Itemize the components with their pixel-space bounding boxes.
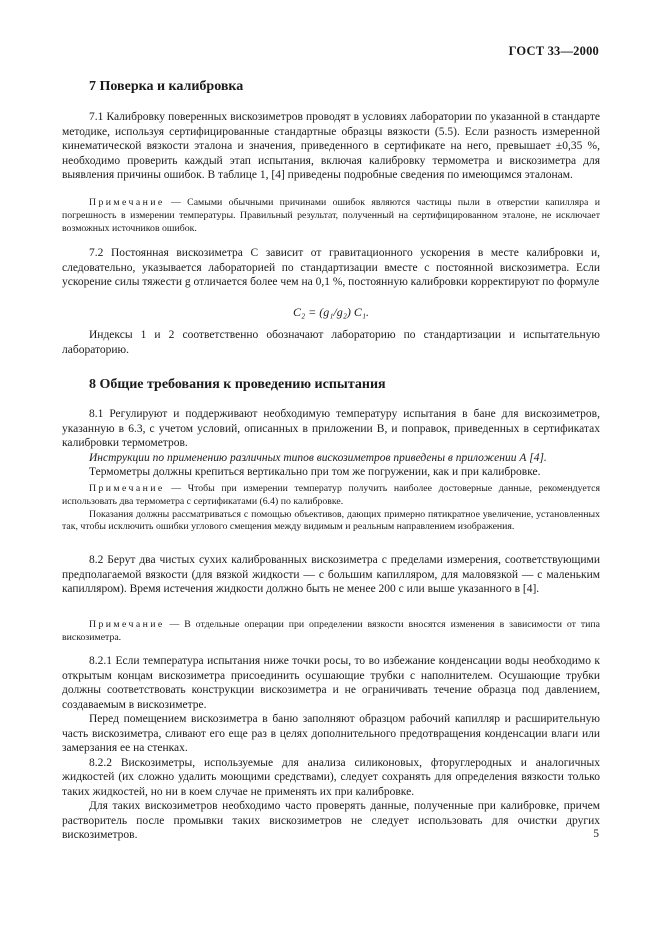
section-7-heading: 7 Поверка и калибровка (89, 79, 244, 94)
note-1 (62, 197, 600, 235)
standard-header: ГОСТ 33—2000 (508, 44, 599, 58)
paragraph-7-1: 7.1 Калибровку поверенных вискозиметров проводят в условиях лаборатории по указанной в стандарте методике, используя сертифицированные стандартные образцы вязкости (5.5). Если разность измеренной кинематической вязкости эталона и значения, приведенного в сертификате на него, превышает ±0,35 %, необходимо проверить каждый этап испытания, включая калибровку термометра и вискозиметра для выявления причины ошибок. В таблице 1, [4] приведены подробные сведения по имеющимся эталонам. (62, 111, 600, 181)
formula-block (62, 305, 600, 320)
paragraph-8-2-2-continuation: Для таких вискозиметров необходимо часто проверять данные, полученные при калибровке, причем растворитель после промывки таких вискозиметров не следует использовать для очистки других вискозиметров. (62, 800, 600, 841)
note-2-continuation: Показания должны рассматриваться с помощью объективов, дающих примерно пятикратное увеличение, установленных так, чтобы исключить ошибки углового смещения между видимым и реальным направлением изображения. (62, 508, 600, 533)
paragraph-8-2-1: 8.2.1 Если температура испытания ниже точки росы, то во избежание конденсации воды необходимо к открытым концам вискозиметра присоединить осушающие трубки с наполнителем. Осушающие трубки должны соответствовать конструкции вискозиметра и не ограничивать течение образца под давлением, создаваемым в вискозиметре. (62, 655, 600, 711)
section-8-2 (62, 553, 600, 597)
note-3 (62, 619, 600, 645)
paragraph-8-1: 8.1 Регулируют и поддерживают необходимую температуру испытания в бане для вискозиметров, указанную в 6.3, с учетом условий, описанных в приложении В, и поправок, приведенных в сертификатах калибровки термометров. (62, 408, 600, 449)
paragraph-8-2-1-continuation: Перед помещением вискозиметра в баню заполняют образцом рабочий капилляр и расширительную часть вискозиметра, сливают его еще раз в целях дополнительного предотвращения конденсации влаги или замерзания ее на стенках. (62, 713, 600, 754)
paragraph-8-2: 8.2 Берут два чистых сухих калиброванных вискозиметра с пределами измерения, соответствующими предполагаемой вязкости (для вязкой жидкости — с большим капилляром, для маловязкой — с маленьким капилляром). Время истечения жидкости должно быть не менее 200 с или выше указанного в [4]. (62, 554, 600, 595)
paragraph-8-1-instructions: Инструкции по применению различных типов вискозиметров приведены в приложении А [4]. (89, 451, 547, 464)
paragraph-7-2-indices: Индексы 1 и 2 соответственно обозначают лабораторию по стандартизации и испытательную лабораторию. (62, 329, 600, 356)
note-label: Примечание (89, 483, 165, 494)
note-2 (62, 483, 600, 534)
section-8-heading: 8 Общие требования к проведению испытания (89, 377, 386, 392)
note-label: Примечание (89, 197, 165, 208)
calibration-formula: C₂ = (g₁/g₂) C₁. (292, 305, 370, 319)
section-7-1 (62, 110, 600, 183)
section-7-heading-block (62, 78, 600, 96)
section-8-heading-block (62, 376, 600, 394)
paragraph-8-1-thermometers: Термометры должны крепиться вертикально при том же погружении, как и при калибровке. (89, 466, 541, 478)
section-8-2-1 (62, 654, 600, 843)
note-label: Примечание (89, 619, 165, 630)
note-text: — Чтобы при измерении температур получить наиболее достоверные данные, рекомендуется использовать два термометра с сертификатами (6.4) по калибровке. (62, 483, 600, 507)
section-7-2-indices (62, 328, 600, 357)
paragraph-8-2-2: 8.2.2 Вискозиметры, используемые для анализа силиконовых, фторуглеродных и аналогичных жидкостей (их сложно удалить моющими средствами), следует сохранять для определения вязкости только таких жидкостей, но ни в коем случае не применять их при калибровке. (62, 756, 600, 798)
note-text: — В отдельные операции при определении вязкости вносятся изменения в зависимости от типа вискозиметра. (62, 619, 600, 643)
page-number: 5 (593, 828, 599, 840)
section-7-2 (62, 246, 600, 290)
paragraph-7-2: 7.2 Постоянная вискозиметра C зависит от гравитационного ускорения в месте калибровки и, следовательно, указывается лабораторией по стандартизации вместе с постоянной вискозиметра. Если ускорение силы тяжести g отличается более чем на 0,1 %, постоянную калибровки корректируют по формуле (62, 247, 600, 288)
note-text: — Самыми обычными причинами ошибок являются частицы пыли в отверстии капилляра и погрешность в измерении температуры. Правильный результат, полученный на сертифицированном эталоне, не исключает возможных источников ошибок. (62, 197, 600, 234)
section-8-1 (62, 407, 600, 480)
